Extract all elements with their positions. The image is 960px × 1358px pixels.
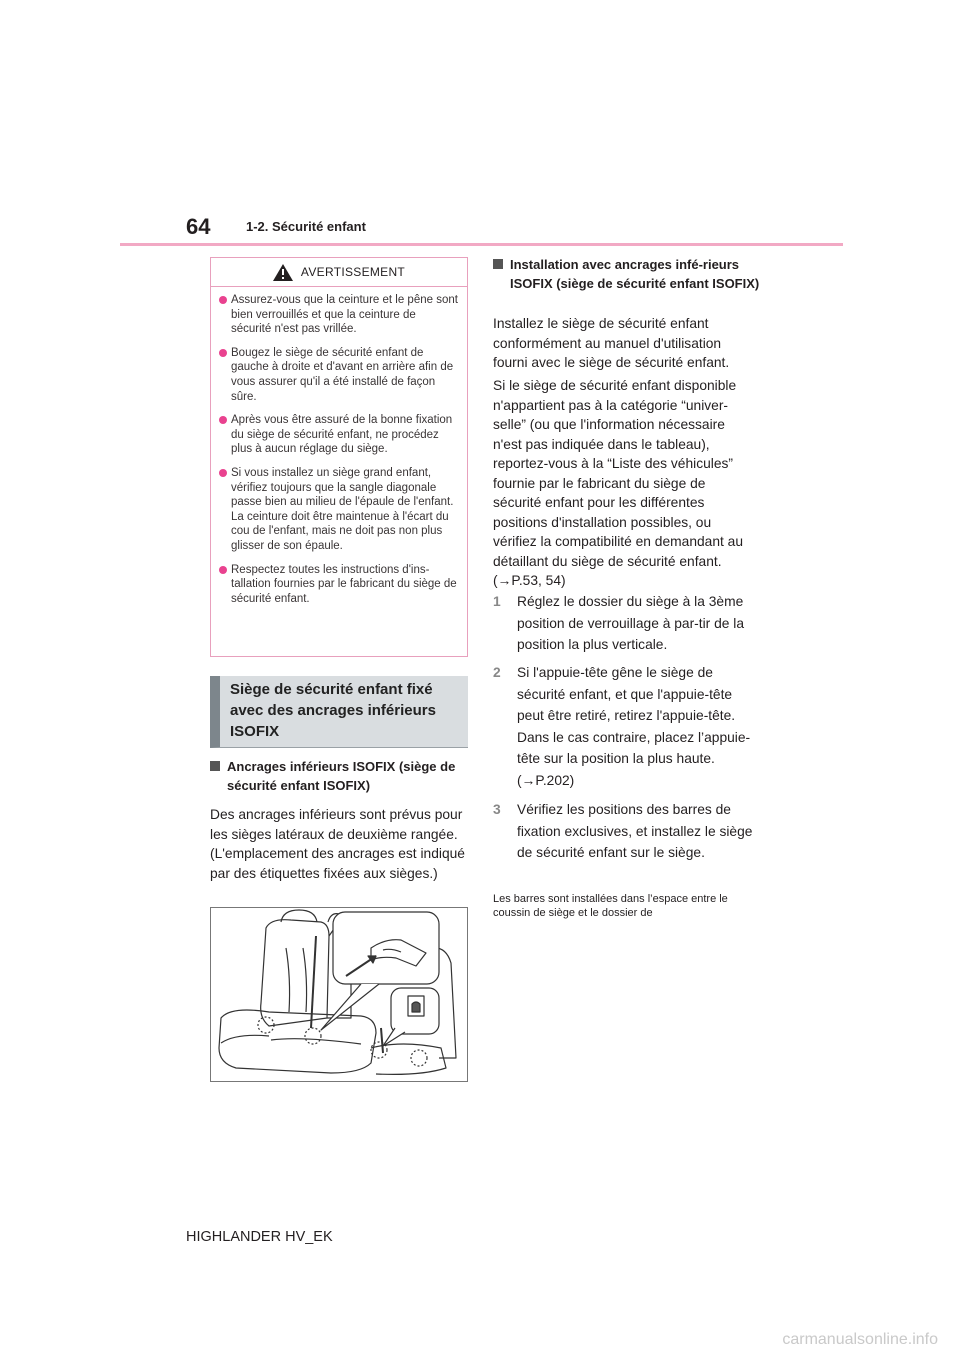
section-heading: Siège de sécurité enfant fixé avec des ancrages inférieurs ISOFIX: [210, 676, 468, 748]
warning-title-bar: [211, 258, 467, 287]
step-text: Vérifiez les positions des barres de fixation exclusives, et installez le siège de sécurité enfant sur le siège.: [517, 802, 753, 860]
left-paragraph: Des ancrages inférieurs sont prévus pour les sièges latéraux de deuxième rangée. (L'emplacement des ancrages est indiqué par des étiquettes fixées aux sièges.): [210, 807, 465, 881]
bullet-icon: [219, 566, 227, 574]
step-1: [493, 591, 757, 656]
bullet-icon: [219, 469, 227, 477]
warning-title: AVERTISSEMENT: [300, 265, 406, 279]
warning-item-text: Bougez le siège de sécurité enfant de gauche à droite et d'avant en arrière afin de vous assurer qu'il a été installé de façon sûre.: [231, 346, 454, 403]
right-sub-heading: [493, 255, 765, 293]
step-number: 1: [493, 594, 501, 609]
rear-seat-illustration: [211, 908, 467, 1081]
isofix-figure: [210, 907, 468, 1082]
square-bullet-icon: [493, 259, 503, 269]
header-rule: [120, 243, 843, 246]
step-2: [493, 662, 757, 791]
warning-item-text: Si vous installez un siège grand enfant, vérifiez toujours que la sangle diagonale passe bien au milieu de l'épaule de l'enfant. La ceinture doit être maintenue à l'écart du cou de l'enfant, mais ne doit pas non plus glisser de son épaule.: [231, 466, 454, 552]
warning-item-text: Après vous être assuré de la bonne fixation du siège de sécurité enfant, ne procédez plus à aucun réglage du siège.: [231, 414, 453, 456]
right-paragraph-1: Installez le siège de sécurité enfant conformément au manuel d'utilisation fourni avec le siège de sécurité enfant.: [493, 316, 730, 370]
step-text: Réglez le dossier du siège à la 3ème position de verrouillage à par-tir de la position la plus verticale.: [517, 594, 745, 652]
warning-item: [219, 413, 459, 457]
step-text: Si l'appuie-tête gêne le siège de sécurité enfant, et que l'appuie-tête peut être retiré, retirez l'appuie-tête. Dans le cas contraire, placez l’appuie-tête sur la position la plus haute. (→P.202): [517, 665, 751, 788]
right-paragraph-2: Si le siège de sécurité enfant disponible n'appartient pas à la catégorie “univer-selle” (ou que l'information nécessaire n'est pas indiquée dans le tableau), reportez-vous à la “Liste des véhicules” fournie par le fabricant du siège de sécurité enfant pour les différentes positions d'installation possibles, ou vérifiez la compatibilité en demandant au détaillant du siège de sécurité enfant. (→P.53, 54): [493, 378, 744, 588]
warning-item: [219, 466, 459, 554]
warning-item-text: Respectez toutes les instructions d'ins-tallation fournies par le fabricant du siège de sécurité enfant.: [231, 563, 457, 605]
left-sub-heading-text: Ancrages inférieurs ISOFIX (siège de sécurité enfant ISOFIX): [227, 759, 456, 793]
square-bullet-icon: [210, 761, 220, 771]
step-number: 3: [493, 802, 501, 817]
left-sub-heading: [210, 757, 485, 795]
bullet-icon: [219, 349, 227, 357]
bullet-icon: [219, 416, 227, 424]
warning-triangle-icon: [273, 264, 293, 281]
right-sub-heading-text: Installation avec ancrages infé-rieurs ISOFIX (siège de sécurité enfant ISOFIX): [510, 257, 760, 291]
warning-item: [219, 563, 459, 607]
warning-item: [219, 293, 459, 337]
bullet-icon: [219, 296, 227, 304]
warning-list: [211, 287, 467, 606]
section-label: 1-2. Sécurité enfant: [246, 219, 366, 234]
step-number: 2: [493, 665, 501, 680]
warning-item: [219, 346, 459, 404]
page-number: 64: [186, 214, 211, 239]
footer-model: HIGHLANDER HV_EK: [186, 1229, 333, 1245]
watermark: carmanualsonline.info: [782, 1331, 938, 1348]
warning-box: [210, 257, 468, 657]
warning-item-text: Assurez-vous que la ceinture et le pêne sont bien verrouillés et que la ceinture de sécurité n'est pas vrillée.: [231, 294, 458, 336]
step-3: [493, 799, 757, 864]
note-text: Les barres sont installées dans l’espace entre le coussin de siège et le dossier de: [493, 893, 728, 919]
